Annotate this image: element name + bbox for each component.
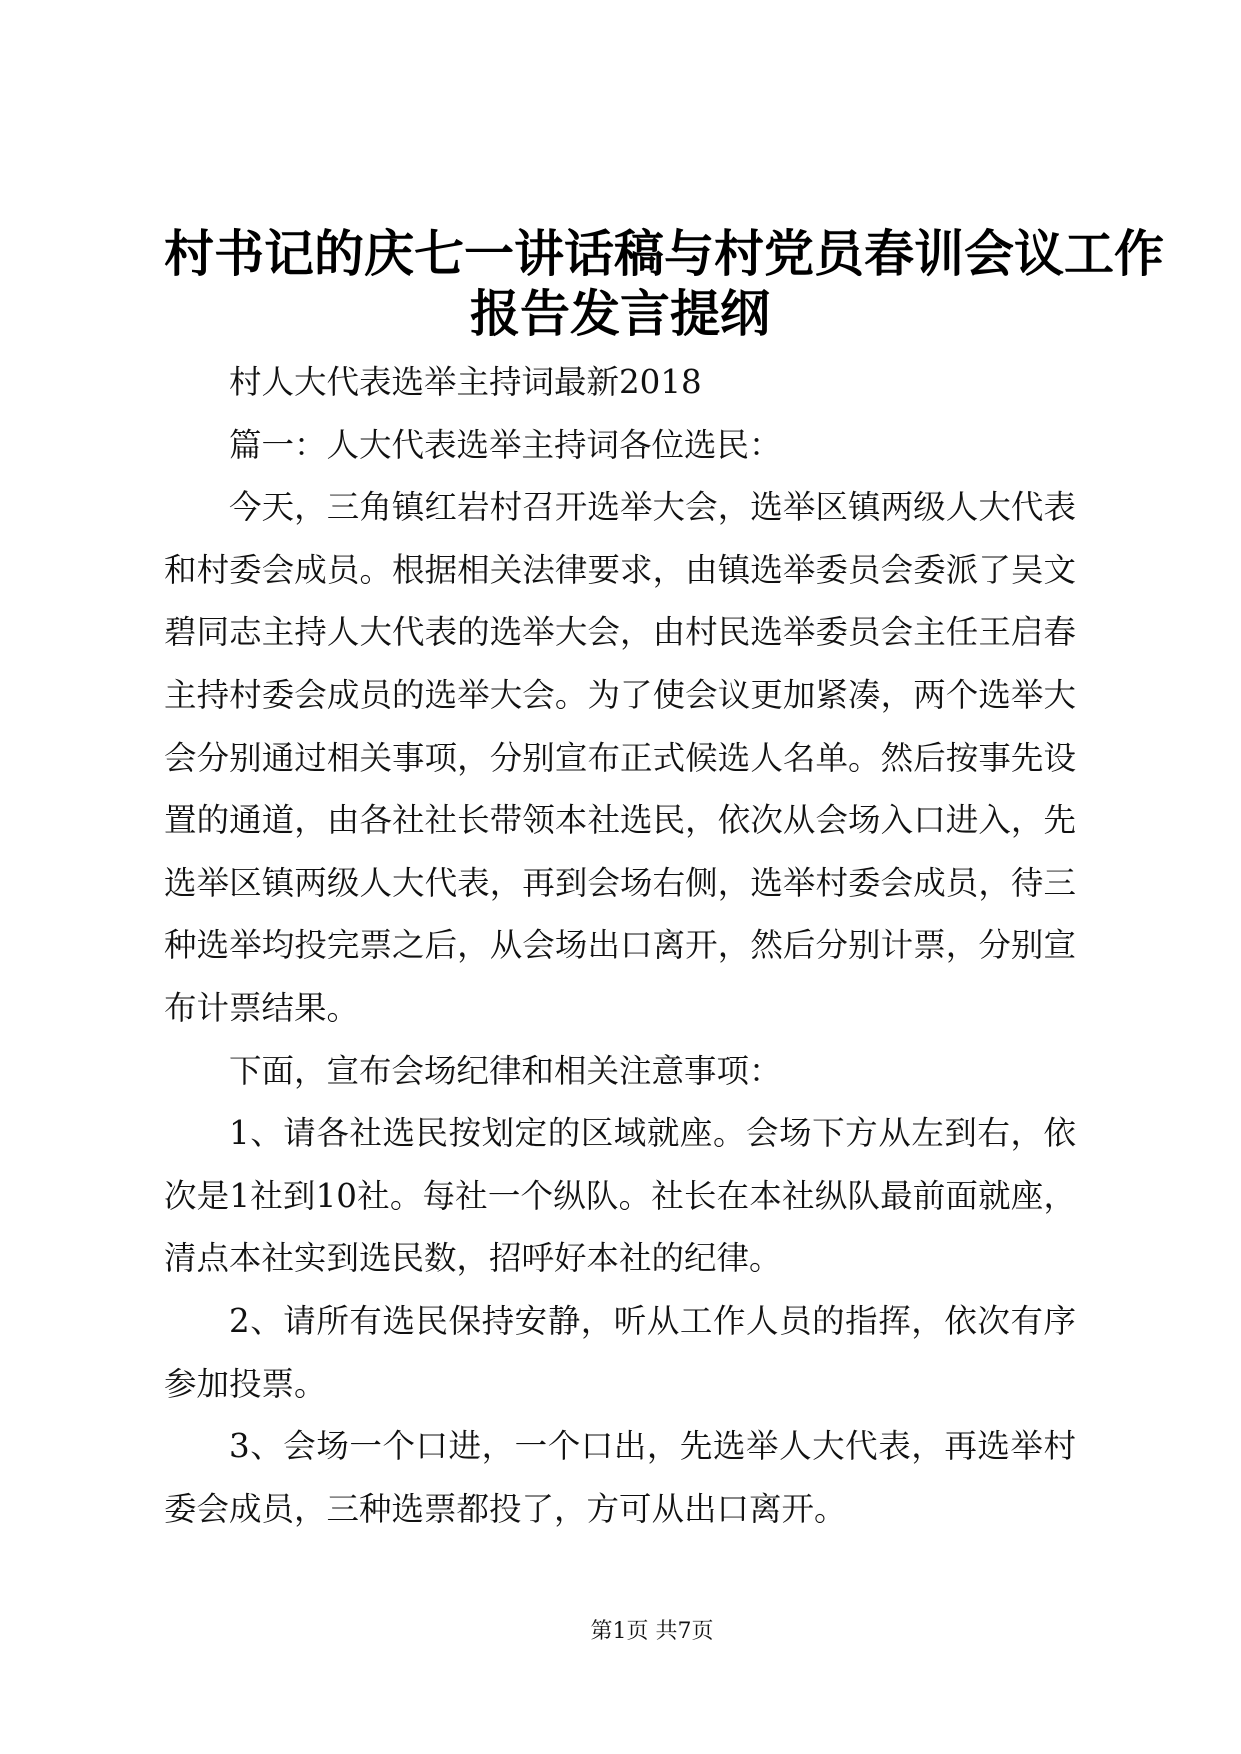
text-line: 2、请所有选民保持安静，听从工作人员的指挥，依次有序 bbox=[229, 1301, 1076, 1340]
text-line: 选举区镇两级人大代表，再到会场右侧，选举村委会成员，待三 bbox=[164, 863, 1076, 902]
text-line: 主持村委会成员的选举大会。为了使会议更加紧凑，两个选举大 bbox=[164, 675, 1076, 714]
title-line: 报告发言提纲 bbox=[470, 284, 770, 343]
document-body bbox=[164, 351, 1076, 1540]
text-line: 清点本社实到选民数，招呼好本社的纪律。 bbox=[164, 1239, 782, 1278]
document-title bbox=[164, 224, 1164, 344]
text-line: 种选举均投完票之后，从会场出口离开，然后分别计票，分别宣 bbox=[164, 926, 1076, 965]
text-line: 和村委会成员。根据相关法律要求，由镇选举委员会委派了吴文 bbox=[164, 550, 1076, 589]
paragraph bbox=[164, 1290, 1076, 1415]
paragraph bbox=[164, 476, 1076, 1039]
text-line: 碧同志主持人大代表的选举大会，由村民选举委员会主任王启春 bbox=[164, 613, 1076, 652]
text-line: 下面，宣布会场纪律和相关注意事项： bbox=[229, 1051, 782, 1090]
text-line: 今天，三角镇红岩村召开选举大会，选举区镇两级人大代表 bbox=[229, 488, 1076, 527]
text-line: 1、请各社选民按划定的区域就座。会场下方从左到右，依 bbox=[229, 1114, 1076, 1153]
text-line: 布计票结果。 bbox=[164, 988, 360, 1027]
paragraph bbox=[164, 1102, 1076, 1290]
text-line: 参加投票。 bbox=[164, 1364, 327, 1403]
paragraph bbox=[164, 1415, 1076, 1540]
text-line: 次是1社到10社。每社一个纵队。社长在本社纵队最前面就座， bbox=[164, 1176, 1076, 1215]
text-line: 置的通道，由各社社长带领本社选民，依次从会场入口进入，先 bbox=[164, 801, 1076, 840]
title-line: 村书记的庆七一讲话稿与村党员春训会议工作 bbox=[164, 224, 1164, 283]
paragraph bbox=[164, 414, 1076, 477]
paragraph bbox=[164, 351, 1076, 414]
page-footer: 第1页 共7页 bbox=[590, 1619, 714, 1644]
text-line: 委会成员，三种选票都投了，方可从出口离开。 bbox=[164, 1489, 847, 1528]
text-line: 会分别通过相关事项，分别宣布正式候选人名单。然后按事先设 bbox=[164, 738, 1076, 777]
text-line: 篇一：人大代表选举主持词各位选民： bbox=[229, 425, 782, 464]
text-line: 3、会场一个口进，一个口出，先选举人大代表，再选举村 bbox=[229, 1427, 1076, 1466]
paragraph bbox=[164, 1040, 1076, 1103]
text-line: 村人大代表选举主持词最新2018 bbox=[229, 363, 702, 401]
